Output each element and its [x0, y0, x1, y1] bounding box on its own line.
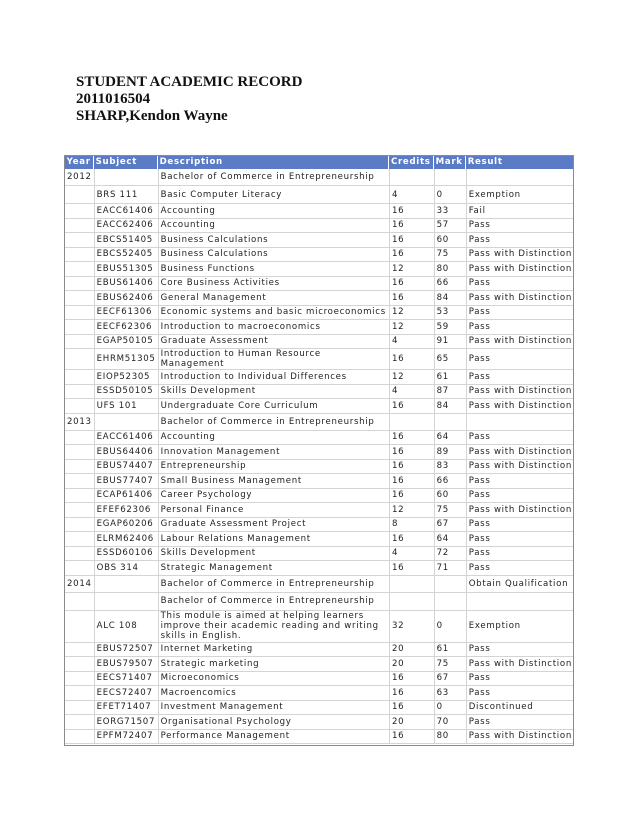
cell-result: Pass with Distinction: [466, 730, 574, 745]
table-row: [64, 611, 574, 643]
cell-subject: [94, 169, 158, 186]
table-row: [64, 335, 574, 350]
cell-description: Entrepreneurship: [158, 460, 389, 475]
cell-result: Pass: [466, 672, 574, 687]
table-row: [64, 730, 574, 745]
cell-description: Introduction to Individual Differences: [158, 370, 389, 385]
table-row: [64, 248, 574, 263]
record-title: STUDENT ACADEMIC RECORD: [76, 74, 303, 90]
column-header-result: Result: [466, 155, 574, 169]
cell-year: [64, 219, 94, 234]
cell-credits: 4: [389, 186, 434, 204]
column-header-mark: Mark: [434, 155, 466, 169]
cell-subject: EACC61406: [94, 431, 158, 446]
record-header: [76, 74, 302, 125]
cell-mark: 75: [434, 248, 466, 263]
cell-year: [64, 262, 94, 277]
cell-credits: 16: [389, 277, 434, 292]
cell-year: [64, 686, 94, 701]
cell-mark: 63: [434, 686, 466, 701]
cell-year: [64, 518, 94, 533]
cell-mark: 0: [434, 701, 466, 716]
cell-mark: 84: [434, 399, 466, 414]
cell-description: Skills Development: [158, 385, 389, 400]
cell-result: Pass with Distinction: [466, 657, 574, 672]
cell-description: Investment Management: [158, 701, 389, 716]
table-row: [64, 474, 574, 489]
cell-result: Exemption: [466, 186, 574, 204]
cell-mark: 72: [434, 547, 466, 562]
table-row: [64, 672, 574, 687]
cell-credits: 4: [389, 335, 434, 350]
table-row: [64, 518, 574, 533]
cell-credits: 8: [389, 518, 434, 533]
table-row: [64, 370, 574, 385]
cell-year: 2013: [64, 414, 94, 431]
cell-year: [64, 320, 94, 335]
cell-description: Business Calculations: [158, 248, 389, 263]
cell-year: [64, 643, 94, 658]
cell-year: [64, 547, 94, 562]
table-row: [64, 715, 574, 730]
table-row: [64, 593, 574, 611]
table-row: [64, 233, 574, 248]
cell-year: [64, 532, 94, 547]
cell-result: [466, 593, 574, 611]
table-row: [64, 561, 574, 576]
cell-description: Personal Finance: [158, 503, 389, 518]
cell-description: Accounting: [158, 219, 389, 234]
cell-mark: 0: [434, 611, 466, 643]
cell-subject: EACC61406: [94, 204, 158, 219]
cell-result: Pass: [466, 532, 574, 547]
table-row: [64, 431, 574, 446]
cell-subject: EBUS64406: [94, 445, 158, 460]
table-row: [64, 186, 574, 204]
cell-mark: 67: [434, 518, 466, 533]
cell-description: Organisational Psychology: [158, 715, 389, 730]
table-row: [64, 320, 574, 335]
cell-result: [466, 414, 574, 431]
cell-subject: EBUS74407: [94, 460, 158, 475]
cell-year: [64, 277, 94, 292]
cell-mark: 61: [434, 643, 466, 658]
cell-result: Pass: [466, 320, 574, 335]
cell-description: Introduction to macroeconomics: [158, 320, 389, 335]
cell-result: Pass: [466, 561, 574, 576]
column-header-credits: Credits: [389, 155, 434, 169]
cell-credits: 16: [389, 686, 434, 701]
cell-credits: 16: [389, 204, 434, 219]
cell-credits: 4: [389, 547, 434, 562]
cell-subject: EGAP50105: [94, 335, 158, 350]
cell-year: 2014: [64, 576, 94, 593]
cell-year: [64, 335, 94, 350]
cell-description: Small Business Management: [158, 474, 389, 489]
cell-result: Pass: [466, 547, 574, 562]
cell-year: [64, 611, 94, 643]
cell-mark: 33: [434, 204, 466, 219]
cell-result: Pass with Distinction: [466, 385, 574, 400]
cell-credits: 12: [389, 306, 434, 321]
table-row: [64, 532, 574, 547]
cell-year: [64, 672, 94, 687]
cell-subject: EECF62306: [94, 320, 158, 335]
cell-year: [64, 306, 94, 321]
cell-result: Pass: [466, 349, 574, 370]
cell-credits: 16: [389, 431, 434, 446]
table-row: [64, 349, 574, 370]
cell-year: [64, 657, 94, 672]
cell-credits: 16: [389, 291, 434, 306]
cell-subject: EPFM72407: [94, 730, 158, 745]
cell-description: Macroencomics: [158, 686, 389, 701]
cell-year: [64, 233, 94, 248]
cell-result: Obtain Qualification: [466, 576, 574, 593]
cell-result: Pass with Distinction: [466, 503, 574, 518]
cell-description: Business Functions: [158, 262, 389, 277]
student-number: 2011016504: [76, 91, 151, 107]
cell-mark: 60: [434, 233, 466, 248]
cell-description: Basic Computer Literacy: [158, 186, 389, 204]
cell-description: Core Business Activities: [158, 277, 389, 292]
cell-credits: 4: [389, 385, 434, 400]
cell-subject: EECS72407: [94, 686, 158, 701]
cell-credits: 32: [389, 611, 434, 643]
cell-mark: 75: [434, 657, 466, 672]
cell-result: Pass with Distinction: [466, 248, 574, 263]
table-row: [64, 277, 574, 292]
cell-credits: 16: [389, 561, 434, 576]
cell-description: Innovation Management: [158, 445, 389, 460]
table-row: [64, 643, 574, 658]
cell-result: Pass: [466, 306, 574, 321]
cell-mark: 80: [434, 262, 466, 277]
cell-result: Pass: [466, 715, 574, 730]
table-row: [64, 445, 574, 460]
cell-description: Labour Relations Management: [158, 532, 389, 547]
cell-result: Pass: [466, 233, 574, 248]
cell-subject: EBUS79507: [94, 657, 158, 672]
cell-mark: [434, 169, 466, 186]
cell-result: Pass with Distinction: [466, 445, 574, 460]
cell-year: [64, 460, 94, 475]
cell-subject: EBUS51305: [94, 262, 158, 277]
cell-subject: EFET71407: [94, 701, 158, 716]
cell-description: Strategic Management: [158, 561, 389, 576]
cell-description: Economic systems and basic microeconomics: [158, 306, 389, 321]
cell-credits: 20: [389, 657, 434, 672]
cell-result: Fail: [466, 204, 574, 219]
cell-credits: 12: [389, 370, 434, 385]
cell-result: Pass: [466, 370, 574, 385]
cell-year: [64, 349, 94, 370]
cell-mark: 75: [434, 503, 466, 518]
cell-description: This module is aimed at helping learners improve their academic reading and writing skills in English.: [158, 611, 389, 643]
cell-subject: EBCS51405: [94, 233, 158, 248]
cell-result: Pass with Distinction: [466, 460, 574, 475]
cell-subject: BRS 111: [94, 186, 158, 204]
cell-description: Bachelor of Commerce in Entrepreneurship: [158, 593, 389, 611]
table-row: [64, 686, 574, 701]
cell-mark: 59: [434, 320, 466, 335]
cell-result: Pass: [466, 474, 574, 489]
cell-year: [64, 503, 94, 518]
cell-description: General Management: [158, 291, 389, 306]
cell-description: Accounting: [158, 431, 389, 446]
cell-subject: EACC62406: [94, 219, 158, 234]
cell-credits: [389, 414, 434, 431]
table-row: [64, 701, 574, 716]
academic-record-table: [64, 155, 574, 744]
cell-mark: 0: [434, 186, 466, 204]
cell-year: [64, 489, 94, 504]
cell-year: [64, 204, 94, 219]
cell-year: [64, 248, 94, 263]
cell-mark: 66: [434, 277, 466, 292]
cell-result: Pass with Distinction: [466, 262, 574, 277]
cell-subject: UFS 101: [94, 399, 158, 414]
table-row: [64, 262, 574, 277]
cell-credits: 12: [389, 503, 434, 518]
cell-description: Introduction to Human Resource Management: [158, 349, 389, 370]
cell-description: Internet Marketing: [158, 643, 389, 658]
cell-subject: ELRM62406: [94, 532, 158, 547]
cell-mark: 91: [434, 335, 466, 350]
cell-description: Career Psychology: [158, 489, 389, 504]
cell-year: [64, 385, 94, 400]
cell-subject: [94, 414, 158, 431]
cell-description: Accounting: [158, 204, 389, 219]
cell-description: Business Calculations: [158, 233, 389, 248]
cell-result: Pass with Distinction: [466, 399, 574, 414]
table-row: [64, 503, 574, 518]
cell-description: Bachelor of Commerce in Entrepreneurship: [158, 576, 389, 593]
cell-mark: 83: [434, 460, 466, 475]
cell-mark: 64: [434, 532, 466, 547]
cell-mark: 87: [434, 385, 466, 400]
cell-subject: EBUS77407: [94, 474, 158, 489]
cell-mark: 65: [434, 349, 466, 370]
cell-subject: EBUS61406: [94, 277, 158, 292]
cell-subject: EECF61306: [94, 306, 158, 321]
cell-year: [64, 186, 94, 204]
cell-subject: EFEF62306: [94, 503, 158, 518]
cell-credits: 16: [389, 730, 434, 745]
cell-result: Pass: [466, 489, 574, 504]
cell-result: Discontinued: [466, 701, 574, 716]
cell-credits: 16: [389, 399, 434, 414]
cell-year: [64, 445, 94, 460]
cell-subject: ALC 108: [94, 611, 158, 643]
cell-credits: 20: [389, 643, 434, 658]
table-row: [64, 204, 574, 219]
table-row: [64, 460, 574, 475]
table-row: [64, 547, 574, 562]
cell-credits: [389, 593, 434, 611]
cell-description: Undergraduate Core Curriculum: [158, 399, 389, 414]
cell-description: Strategic marketing: [158, 657, 389, 672]
cell-credits: 16: [389, 219, 434, 234]
cell-mark: 60: [434, 489, 466, 504]
cell-credits: 16: [389, 474, 434, 489]
cell-subject: EBUS72507: [94, 643, 158, 658]
cell-credits: 12: [389, 320, 434, 335]
cell-result: Pass: [466, 643, 574, 658]
cell-mark: [434, 576, 466, 593]
cell-result: [466, 169, 574, 186]
cell-subject: EBUS62406: [94, 291, 158, 306]
table-row: [64, 399, 574, 414]
cell-mark: [434, 593, 466, 611]
cell-result: Pass with Distinction: [466, 291, 574, 306]
table-row: [64, 306, 574, 321]
cell-result: Pass: [466, 219, 574, 234]
table-row: [64, 385, 574, 400]
cell-subject: [94, 576, 158, 593]
table-row: [64, 219, 574, 234]
cell-credits: 16: [389, 672, 434, 687]
cell-credits: 16: [389, 489, 434, 504]
cell-year: [64, 431, 94, 446]
cell-subject: OBS 314: [94, 561, 158, 576]
cell-description: Bachelor of Commerce in Entrepreneurship: [158, 169, 389, 186]
cell-description: Performance Management: [158, 730, 389, 745]
table-body: [64, 169, 574, 744]
cell-mark: [434, 414, 466, 431]
cell-subject: ECAP61406: [94, 489, 158, 504]
cell-credits: 16: [389, 460, 434, 475]
table-row: [64, 489, 574, 504]
cell-mark: 64: [434, 431, 466, 446]
cell-mark: 67: [434, 672, 466, 687]
cell-description: Graduate Assessment: [158, 335, 389, 350]
cell-year: [64, 701, 94, 716]
cell-year: [64, 474, 94, 489]
cell-subject: EHRM51305: [94, 349, 158, 370]
cell-credits: 16: [389, 349, 434, 370]
cell-year: 2012: [64, 169, 94, 186]
cell-subject: EECS71407: [94, 672, 158, 687]
cell-credits: [389, 576, 434, 593]
table-row: [64, 414, 574, 431]
student-name: SHARP,Kendon Wayne: [76, 108, 228, 124]
cell-year: [64, 715, 94, 730]
cell-year: [64, 399, 94, 414]
table-row: [64, 657, 574, 672]
cell-subject: [94, 593, 158, 611]
table-header-row: [64, 155, 574, 169]
cell-mark: 89: [434, 445, 466, 460]
table-row: [64, 169, 574, 186]
cell-mark: 66: [434, 474, 466, 489]
cell-result: Exemption: [466, 611, 574, 643]
column-header-description: Description: [158, 155, 389, 169]
cell-result: Pass: [466, 431, 574, 446]
cell-year: [64, 370, 94, 385]
cell-result: Pass with Distinction: [466, 335, 574, 350]
cell-year: [64, 291, 94, 306]
cell-result: Pass: [466, 277, 574, 292]
cell-mark: 57: [434, 219, 466, 234]
cell-subject: EIOP52305: [94, 370, 158, 385]
cell-year: [64, 730, 94, 745]
cell-description: Microeconomics: [158, 672, 389, 687]
cell-mark: 70: [434, 715, 466, 730]
cell-credits: 12: [389, 262, 434, 277]
cell-subject: EORG71507: [94, 715, 158, 730]
cell-subject: ESSD60106: [94, 547, 158, 562]
cell-subject: EBCS52405: [94, 248, 158, 263]
cell-credits: 16: [389, 701, 434, 716]
cell-credits: 16: [389, 248, 434, 263]
cell-mark: 53: [434, 306, 466, 321]
cell-year: [64, 561, 94, 576]
cell-subject: EGAP60206: [94, 518, 158, 533]
cell-mark: 61: [434, 370, 466, 385]
column-header-year: Year: [64, 155, 94, 169]
cell-credits: [389, 169, 434, 186]
table-row: [64, 576, 574, 593]
cell-description: Graduate Assessment Project: [158, 518, 389, 533]
column-header-subject: Subject: [94, 155, 158, 169]
cell-mark: 80: [434, 730, 466, 745]
cell-year: [64, 593, 94, 611]
cell-credits: 16: [389, 233, 434, 248]
cell-credits: 20: [389, 715, 434, 730]
cell-credits: 16: [389, 445, 434, 460]
cell-description: Bachelor of Commerce in Entrepreneurship: [158, 414, 389, 431]
cell-description: Skills Development: [158, 547, 389, 562]
cell-mark: 84: [434, 291, 466, 306]
cell-subject: ESSD50105: [94, 385, 158, 400]
table-row: [64, 291, 574, 306]
cell-mark: 71: [434, 561, 466, 576]
cell-credits: 16: [389, 532, 434, 547]
cell-result: Pass: [466, 518, 574, 533]
cell-result: Pass: [466, 686, 574, 701]
